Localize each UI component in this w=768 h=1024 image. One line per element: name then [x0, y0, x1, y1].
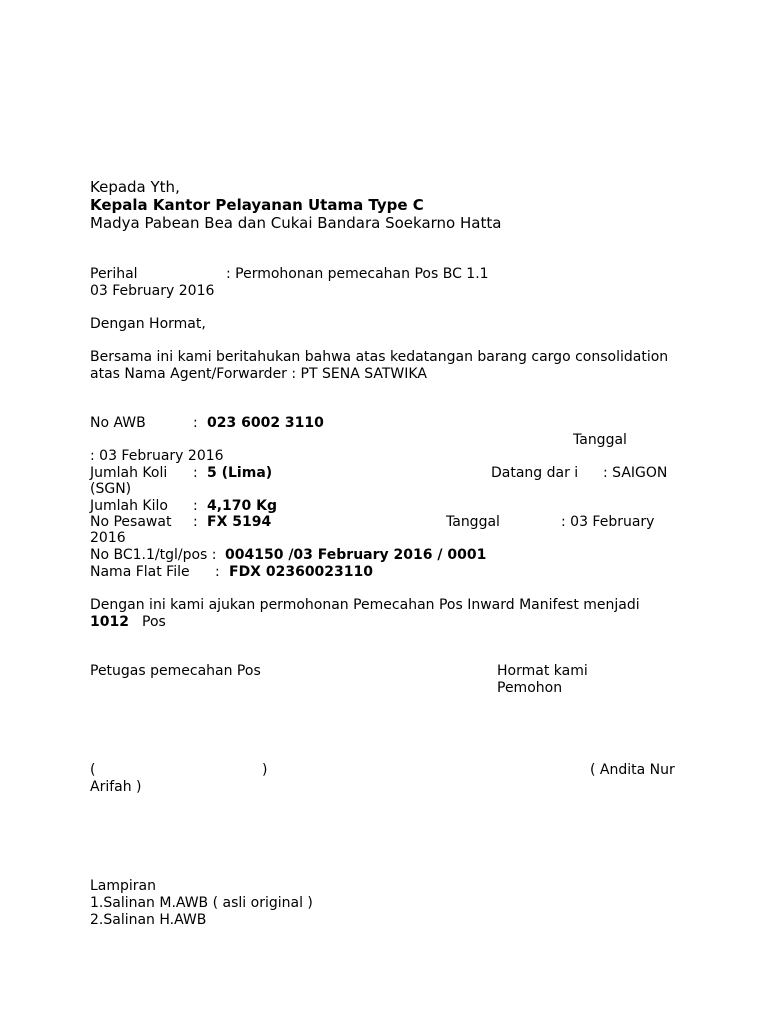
awb-value: 023 6002 3110 — [207, 415, 324, 431]
origin-label: Datang dar i — [491, 465, 579, 481]
koli-value: 5 (Lima) — [207, 465, 273, 481]
flat-file-colon: : — [215, 564, 220, 580]
koli-label: Jumlah Koli — [90, 465, 168, 481]
recipient-title: Kepala Kantor Pelayanan Utama Type C — [90, 196, 424, 214]
pos-count: 1012 — [90, 614, 129, 630]
applicant-name-line-1: ( Andita Nur — [590, 762, 675, 778]
subject-value: : Permohonan pemecahan Pos BC 1.1 — [226, 266, 489, 282]
attachments-title: Lampiran — [90, 878, 157, 894]
attachment-item: 2.Salinan H.AWB — [90, 912, 207, 928]
awb-colon: : — [193, 415, 198, 431]
bc-value: 004150 /03 February 2016 / 0001 — [225, 547, 487, 563]
awb-label: No AWB — [90, 415, 146, 431]
kilo-colon: : — [193, 498, 198, 514]
subject-label: Perihal — [90, 266, 138, 282]
flight-colon: : — [193, 514, 198, 530]
kilo-label: Jumlah Kilo — [90, 498, 168, 514]
koli-colon: : — [193, 465, 198, 481]
recipient-office: Madya Pabean Bea dan Cukai Bandara Soekarno Hatta — [90, 214, 502, 232]
origin-value: : SAIGON — [603, 465, 668, 481]
intro-line-2: atas Nama Agent/Forwarder : PT SENA SATWIKA — [90, 366, 427, 382]
pos-unit: Pos — [142, 614, 166, 630]
attachment-item: 1.Salinan M.AWB ( asli original ) — [90, 895, 313, 911]
officer-sign-open: ( — [90, 762, 96, 778]
flat-file-label: Nama Flat File — [90, 564, 190, 580]
salutation: Kepada Yth, — [90, 178, 180, 196]
flat-file-value: FDX 02360023110 — [229, 564, 374, 580]
greeting: Dengan Hormat, — [90, 316, 206, 332]
intro-line-1: Bersama ini kami beritahukan bahwa atas kedatangan barang cargo consolidation — [90, 349, 669, 365]
origin-code: (SGN) — [90, 481, 132, 497]
closing: Hormat kami — [497, 663, 588, 679]
flight-date-label: Tanggal — [446, 514, 500, 530]
awb-date-value: : 03 February 2016 — [90, 448, 224, 464]
applicant-label: Pemohon — [497, 680, 563, 696]
kilo-value: 4,170 Kg — [207, 498, 278, 514]
flight-date-year: 2016 — [90, 530, 126, 546]
flight-value: FX 5194 — [207, 514, 272, 530]
flight-date-value: : 03 February — [561, 514, 655, 530]
bc-label: No BC1.1/tgl/pos : — [90, 547, 217, 563]
flight-label: No Pesawat — [90, 514, 172, 530]
awb-date-label: Tanggal — [573, 432, 627, 448]
officer-label: Petugas pemecahan Pos — [90, 663, 261, 679]
letter-date: 03 February 2016 — [90, 283, 215, 299]
applicant-name-line-2: Arifah ) — [90, 779, 142, 795]
request-line: Dengan ini kami ajukan permohonan Pemecahan Pos Inward Manifest menjadi — [90, 597, 640, 613]
officer-sign-close: ) — [262, 762, 268, 778]
